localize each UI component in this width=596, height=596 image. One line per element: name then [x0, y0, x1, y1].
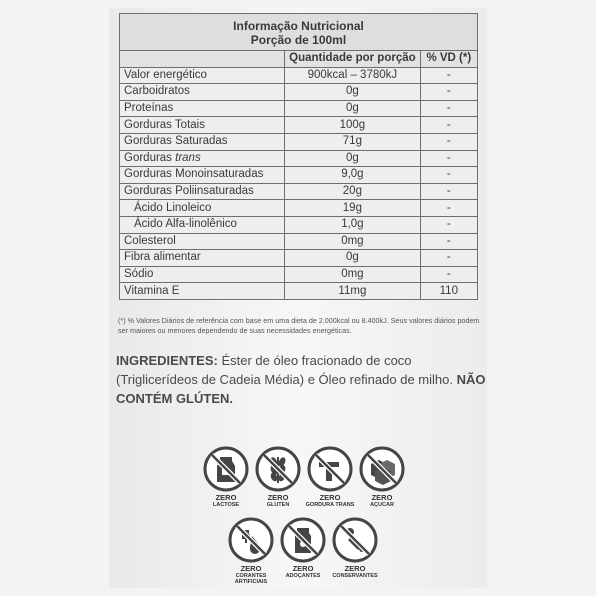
ingredients-label: INGREDIENTES: [116, 353, 218, 368]
nutrient-vd: - [420, 67, 477, 84]
nutrient-name: Gorduras Totais [120, 117, 285, 134]
badge-sub-text: CORANTES ARTIFICIAIS [234, 573, 268, 585]
badge-zero-text: ZERO [240, 564, 262, 573]
table-row [120, 67, 478, 84]
badge-zero-text: ZERO [371, 493, 393, 502]
nutrient-name: Proteínas [120, 100, 285, 117]
nutrient-quantity: 100g [285, 117, 421, 134]
badge-zero-lactose [196, 445, 256, 508]
badge-zero-text: ZERO [267, 493, 289, 502]
ingredients-body: Éster de óleo fracionado de coco (Triglicerídeos de Cadeia Média) e Óleo refinado de milho. [116, 353, 457, 387]
table-row [120, 266, 478, 283]
nutrient-quantity: 9,0g [285, 167, 421, 184]
nutrient-vd: - [420, 216, 477, 233]
nutrient-quantity: 0g [285, 250, 421, 267]
no-sweeteners-icon [278, 516, 328, 564]
nutrient-quantity: 0mg [285, 266, 421, 283]
nutrient-vd: - [420, 167, 477, 184]
badge-zero-text: ZERO [319, 493, 341, 502]
nutrient-vd: - [420, 266, 477, 283]
nutrient-name: Sódio [120, 266, 285, 283]
nutrient-quantity: 0g [285, 100, 421, 117]
nutrient-name: Fibra alimentar [120, 250, 285, 267]
badge-zero-text: ZERO [215, 493, 237, 502]
nutrient-quantity: 0g [285, 150, 421, 167]
badge-sub-text: ADOÇANTES [285, 573, 321, 579]
nutrient-name: Vitamina E [120, 283, 285, 300]
badge-zero-text: ZERO [292, 564, 314, 573]
nutrient-quantity: 0g [285, 84, 421, 101]
nutrition-table [119, 13, 478, 300]
badge-sub-text: AÇUCAR [370, 502, 394, 508]
nutrient-quantity: 900kcal – 3780kJ [285, 67, 421, 84]
table-row [120, 183, 478, 200]
nutrient-name: Valor energético [120, 67, 285, 84]
nutrient-quantity: 11mg [285, 283, 421, 300]
badge-sub-text: CONSERVANTES [332, 573, 378, 579]
badge-zero-text: ZERO [344, 564, 366, 573]
col-vd: % VD (*) [420, 51, 477, 68]
table-row [120, 216, 478, 233]
col-nutrient [120, 51, 285, 68]
table-title: Informação Nutricional [233, 19, 364, 33]
nutrient-name: Ácido Alfa-linolênico [120, 216, 285, 233]
table-row [120, 100, 478, 117]
badge-zero-gluten [248, 445, 308, 508]
gluten-free-statement: NÃO CONTÉM GLÚTEN. [116, 372, 486, 406]
nutrient-vd: - [420, 183, 477, 200]
nutrient-vd: - [420, 233, 477, 250]
nutrient-quantity: 20g [285, 183, 421, 200]
no-gluten-icon [253, 445, 303, 493]
badge-sub-text: LACTOSE [212, 502, 240, 508]
nutrient-quantity: 0mg [285, 233, 421, 250]
nutrient-quantity: 19g [285, 200, 421, 217]
table-row [120, 133, 478, 150]
table-row [120, 117, 478, 134]
col-quantity: Quantidade por porção [285, 51, 421, 68]
table-row [120, 283, 478, 300]
table-row [120, 150, 478, 167]
no-preservatives-icon [330, 516, 380, 564]
nutrient-quantity: 1,0g [285, 216, 421, 233]
badge-zero-preservatives [325, 516, 385, 579]
table-row [120, 233, 478, 250]
table-subtitle: Porção de 100ml [250, 33, 347, 47]
nutrient-name: Colesterol [120, 233, 285, 250]
nutrient-vd: - [420, 100, 477, 117]
nutrient-vd: - [420, 200, 477, 217]
nutrient-name: Gorduras Monoinsaturadas [120, 167, 285, 184]
table-header [120, 14, 478, 51]
nutrient-name: Gorduras Poliinsaturadas [120, 183, 285, 200]
badge-zero-sugar [352, 445, 412, 508]
nutrient-vd: - [420, 84, 477, 101]
nutrient-vd: - [420, 133, 477, 150]
badge-zero-artificial-colors [221, 516, 281, 585]
nutrient-vd: - [420, 250, 477, 267]
nutrient-name: Gorduras Saturadas [120, 133, 285, 150]
badge-zero-trans-fat [300, 445, 360, 508]
badge-sub-text: GLUTEN [266, 502, 290, 508]
nutrient-name-italic: trans [175, 151, 201, 164]
nutrient-name-text: Gorduras [124, 151, 176, 164]
table-row [120, 250, 478, 267]
table-row [120, 167, 478, 184]
no-artificial-colors-icon [226, 516, 276, 564]
nutrient-vd: - [420, 117, 477, 134]
ingredients-text [116, 351, 490, 408]
nutrient-quantity: 71g [285, 133, 421, 150]
table-row [120, 200, 478, 217]
nutrient-name [120, 150, 285, 167]
nutrient-name: Ácido Linoleico [120, 200, 285, 217]
footnote: (*) % Valores Diários de referência com base em uma dieta de 2.000kcal ou 8.400kJ. Seus valores diários podem ser maiores ou menores dependendo de suas necessidades energéticas. [118, 316, 480, 335]
no-lactose-icon [201, 445, 251, 493]
no-sugar-icon [357, 445, 407, 493]
badge-zero-sweeteners [273, 516, 333, 579]
nutrient-name: Carboidratos [120, 84, 285, 101]
nutrient-vd: 110 [420, 283, 477, 300]
no-trans-fat-icon [305, 445, 355, 493]
nutrient-vd: - [420, 150, 477, 167]
table-row [120, 84, 478, 101]
badge-sub-text: GORDURA TRANS [305, 502, 355, 508]
